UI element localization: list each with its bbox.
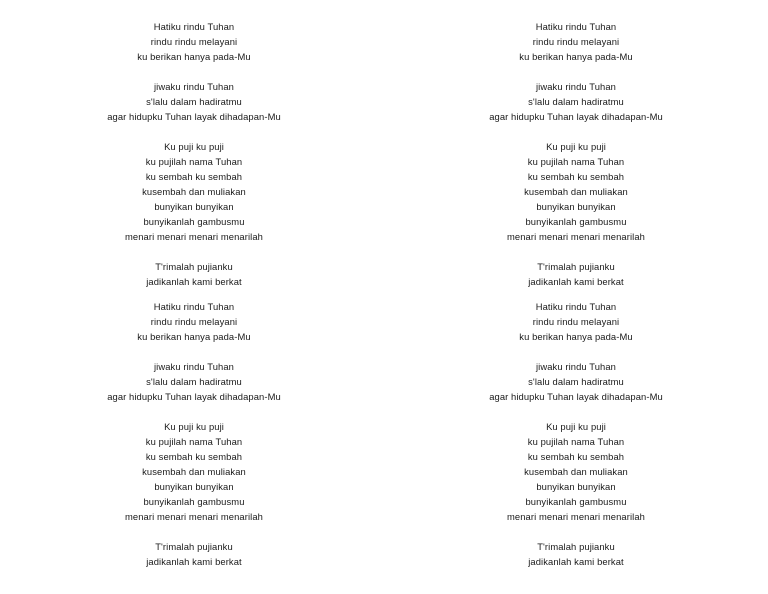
lyric-line: menari menari menari menarilah (507, 231, 645, 242)
lyric-line: bunyikanlah gambusmu (525, 496, 627, 507)
lyric-line: T'rimalah pujianku (155, 541, 233, 552)
lyric-line: rindu rindu melayani (150, 36, 238, 47)
lyric-line: jadikanlah kami berkat (528, 276, 624, 287)
lyric-line: Hatiku rindu Tuhan (153, 21, 235, 32)
lyric-line: jadikanlah kami berkat (528, 556, 624, 567)
lyric-line: rindu rindu melayani (532, 36, 620, 47)
lyric-line: Hatiku rindu Tuhan (535, 21, 617, 32)
lyrics-block-bottom-right (426, 299, 726, 569)
lyric-line: jadikanlah kami berkat (146, 276, 242, 287)
lyric-line: s'lalu dalam hadiratmu (146, 96, 242, 107)
lyric-line: bunyikanlah gambusmu (525, 216, 627, 227)
lyric-line: ku sembah ku sembah (527, 171, 625, 182)
lyric-line: Ku puji ku puji (546, 421, 606, 432)
lyric-line: ku sembah ku sembah (145, 451, 243, 462)
lyric-line: Ku puji ku puji (164, 141, 224, 152)
lyric-line: kusembah dan muliakan (142, 186, 246, 197)
lyric-line: rindu rindu melayani (532, 316, 620, 327)
lyric-line: jadikanlah kami berkat (146, 556, 242, 567)
lyric-line: rindu rindu melayani (150, 316, 238, 327)
lyric-line: kusembah dan muliakan (524, 186, 628, 197)
lyrics-block-top-left (44, 19, 344, 289)
lyric-line: ku berikan hanya pada-Mu (519, 331, 633, 342)
lyric-line: ku pujilah nama Tuhan (527, 156, 625, 167)
lyric-line: agar hidupku Tuhan layak dihadapan-Mu (489, 391, 663, 402)
lyric-line: kusembah dan muliakan (524, 466, 628, 477)
lyric-line: ku pujilah nama Tuhan (145, 156, 243, 167)
lyric-line: s'lalu dalam hadiratmu (146, 376, 242, 387)
lyric-line: menari menari menari menarilah (507, 511, 645, 522)
lyric-line: Hatiku rindu Tuhan (153, 301, 235, 312)
lyric-line: Ku puji ku puji (164, 421, 224, 432)
lyric-line: jiwaku rindu Tuhan (154, 81, 234, 92)
lyric-line: ku berikan hanya pada-Mu (137, 51, 251, 62)
lyric-line: s'lalu dalam hadiratmu (528, 376, 624, 387)
lyric-line: T'rimalah pujianku (537, 541, 615, 552)
lyric-line: Hatiku rindu Tuhan (535, 301, 617, 312)
lyric-line: T'rimalah pujianku (155, 261, 233, 272)
lyric-line: agar hidupku Tuhan layak dihadapan-Mu (107, 391, 281, 402)
lyric-line: agar hidupku Tuhan layak dihadapan-Mu (489, 111, 663, 122)
lyric-line: s'lalu dalam hadiratmu (528, 96, 624, 107)
lyric-line: jiwaku rindu Tuhan (536, 81, 616, 92)
lyric-line: Ku puji ku puji (546, 141, 606, 152)
lyric-line: bunyikanlah gambusmu (143, 216, 245, 227)
lyric-line: bunyikan bunyikan (536, 201, 616, 212)
lyric-line: bunyikan bunyikan (154, 201, 234, 212)
lyric-line: bunyikanlah gambusmu (143, 496, 245, 507)
lyric-line: ku sembah ku sembah (145, 171, 243, 182)
lyric-line: ku sembah ku sembah (527, 451, 625, 462)
lyric-line: menari menari menari menarilah (125, 231, 263, 242)
lyric-line: T'rimalah pujianku (537, 261, 615, 272)
lyric-line: menari menari menari menarilah (125, 511, 263, 522)
lyric-line: bunyikan bunyikan (536, 481, 616, 492)
lyric-line: ku berikan hanya pada-Mu (137, 331, 251, 342)
lyric-line: jiwaku rindu Tuhan (154, 361, 234, 372)
lyric-line: agar hidupku Tuhan layak dihadapan-Mu (107, 111, 281, 122)
lyrics-block-bottom-left (44, 299, 344, 569)
lyric-line: jiwaku rindu Tuhan (536, 361, 616, 372)
lyric-line: bunyikan bunyikan (154, 481, 234, 492)
lyric-line: kusembah dan muliakan (142, 466, 246, 477)
lyric-line: ku berikan hanya pada-Mu (519, 51, 633, 62)
lyrics-block-top-right (426, 19, 726, 289)
lyric-line: ku pujilah nama Tuhan (145, 436, 243, 447)
lyric-line: ku pujilah nama Tuhan (527, 436, 625, 447)
